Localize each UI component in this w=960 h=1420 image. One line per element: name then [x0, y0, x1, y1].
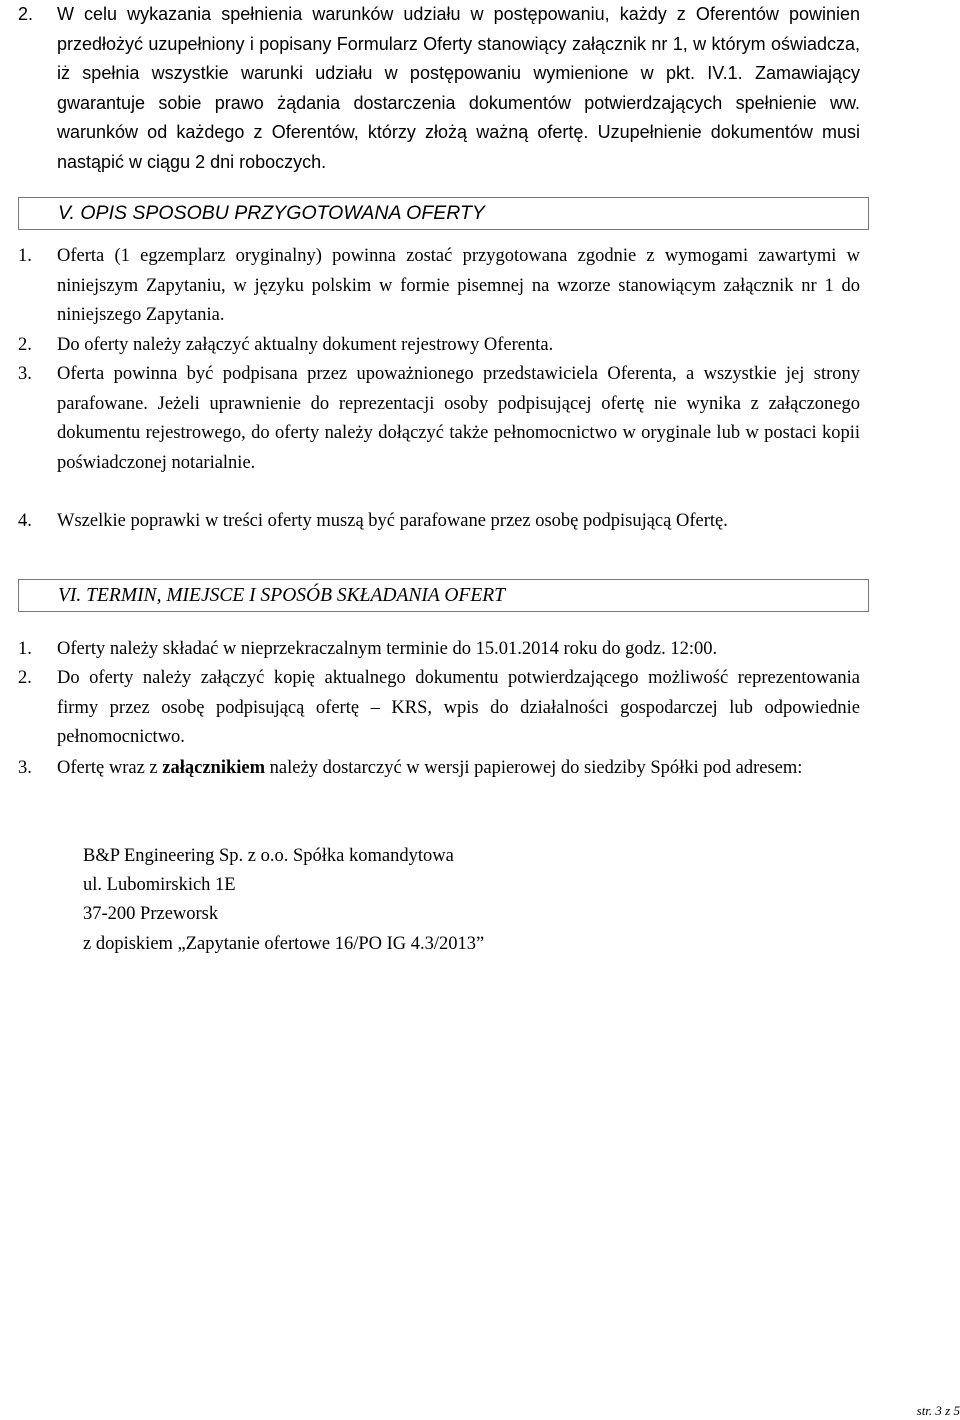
intro-paragraph	[18, 0, 860, 177]
intro-number: 2.	[18, 4, 34, 24]
section-5-heading: V. OPIS SPOSOBU PRZYGOTOWANA OFERTY	[18, 197, 869, 230]
page-number: str. 3 z 5	[916, 1403, 960, 1418]
address-city: 37-200 Przeworsk	[83, 904, 219, 924]
section-5-item-3: 3. Oferta powinna być podpisana przez upoważnionego przedstawiciela Oferenta, a wszystkie jej strony parafowane. Jeżeli uprawnienie do reprezentacji osoby podpisującej ofertę nie wynika z załączonego dokumentu rejestrowego, do oferty należy dołączyć także pełnomocnictwo w oryginale lub w postaci kopii poświadczonej notarialnie.	[18, 364, 860, 473]
section-6-heading: VI. TERMIN, MIEJSCE I SPOSÓB SKŁADANIA OFERT	[18, 579, 869, 612]
address-street: ul. Lubomirskich 1E	[83, 875, 236, 895]
section-5-item-4: 4. Wszelkie poprawki w treści oferty muszą być parafowane przez osobę podpisującą Ofertę.	[18, 511, 728, 531]
attachment-emphasis: załącznikiem	[162, 758, 266, 778]
section-6-item-2: 2. Do oferty należy załączyć kopię aktualnego dokumentu potwierdzającego możliwość reprezentowania firmy przez osobę podpisującą ofertę – KRS, wpis do działalności gospodarczej lub odpowiednie pełnomocnictwo.	[18, 668, 860, 747]
section-5-item-2: 2. Do oferty należy załączyć aktualny dokument rejestrowy Oferenta.	[18, 335, 554, 355]
intro-text: W celu wykazania spełnienia warunków udziału w postępowaniu, każdy z Oferentów powinien przedłożyć uzupełniony i popisany Formularz Oferty stanowiący załącznik nr 1, w którym oświadcza, iż spełnia wszystkie warunki udziału w postępowaniu wymienione w pkt. IV.1. Zamawiający gwarantuje sobie prawo żądania dostarczenia dokumentów potwierdzających spełnienie ww. warunków od każdego z Oferentów, którzy złożą ważną ofertę. Uzupełnienie dokumentów musi nastąpić w ciągu 2 dni roboczych.	[57, 4, 860, 172]
address-note: z dopiskiem „Zapytanie ofertowe 16/PO IG 4.3/2013”	[83, 934, 485, 954]
section-6-item-1: 1. Oferty należy składać w nieprzekraczalnym terminie do 15.01.2014 roku do godz. 12:00.	[18, 639, 718, 659]
section-5-item-1: 1. Oferta (1 egzemplarz oryginalny) powinna zostać przygotowana zgodnie z wymogami zawartymi w niniejszym Zapytaniu, w języku polskim w formie pisemnej na wzorze stanowiącym załącznik nr 1 do niniejszego Zapytania.	[18, 246, 860, 325]
address-company: B&P Engineering Sp. z o.o. Spółka komandytowa	[83, 846, 454, 866]
section-6-item-3: 3. Ofertę wraz z załącznikiem należy dostarczyć w wersji papierowej do siedziby Spółki pod adresem:	[18, 758, 803, 778]
